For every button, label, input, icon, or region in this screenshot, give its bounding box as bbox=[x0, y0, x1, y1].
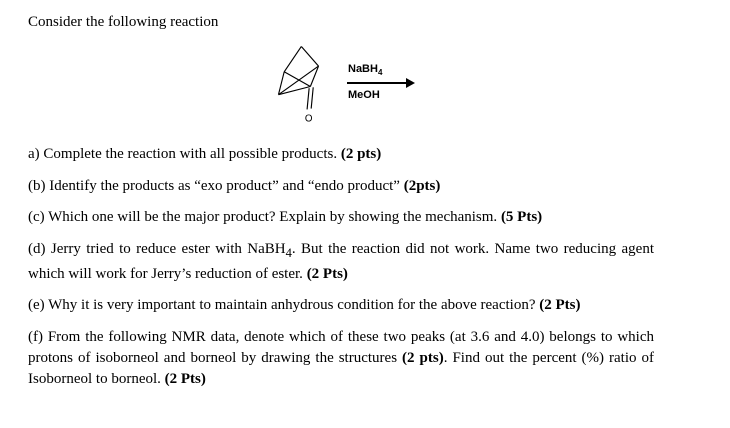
question-text-segment: (2 pts) bbox=[340, 146, 382, 162]
question-text-segment: (2 Pts) bbox=[164, 370, 206, 387]
question-text-segment: (b) Identify the products as “exo product” and “endo product” bbox=[28, 177, 404, 194]
question-f bbox=[28, 327, 654, 390]
reagent-label bbox=[348, 63, 382, 77]
question-text-segment: . But the reaction did not work. Name two reducing agent which will work for Jerry’s reduction of ester. bbox=[28, 240, 654, 282]
question-d bbox=[28, 239, 654, 285]
norbornanone-structure bbox=[276, 44, 330, 129]
question-a bbox=[28, 144, 654, 165]
question-text-segment: (e) Why it is very important to maintain anhydrous condition for the above reaction? bbox=[28, 297, 540, 313]
intro-text: Consider the following reaction bbox=[28, 14, 219, 30]
question-text-segment: (2 Pts) bbox=[306, 265, 348, 282]
solvent-label: MeOH bbox=[348, 89, 380, 101]
carbonyl-oxygen-label: O bbox=[304, 113, 313, 125]
question-text-segment: (2pts) bbox=[403, 177, 441, 194]
reaction-arrow-icon bbox=[347, 82, 407, 84]
reagent-text: NaBH bbox=[348, 63, 378, 75]
questions bbox=[28, 144, 654, 390]
question-text-segment: (2 Pts) bbox=[539, 297, 581, 313]
question-c bbox=[28, 207, 654, 228]
question-text-segment: (2 pts) bbox=[402, 349, 444, 366]
question-text-segment: a) Complete the reaction with all possible products. bbox=[28, 146, 341, 162]
question-e bbox=[28, 295, 654, 316]
structure-bonds bbox=[278, 46, 318, 109]
question-text-segment: 4 bbox=[285, 245, 292, 260]
question-text-segment: (d) Jerry tried to reduce ester with NaBH bbox=[28, 240, 286, 257]
question-text-segment: (f) From the following NMR data, denote which of these two peaks (at 3.6 and 4.0) belongs to which protons of isoborneol and borneol by drawing the structures bbox=[28, 328, 654, 366]
question-text-segment: (5 Pts) bbox=[500, 209, 543, 225]
question-text-segment: . Find out the percent (%) ratio of Isoborneol to borneol. bbox=[28, 349, 655, 387]
reaction-scheme bbox=[28, 42, 654, 144]
question-b bbox=[28, 176, 654, 197]
document-content bbox=[28, 12, 654, 400]
question-text-segment: (c) Which one will be the major product? Explain by showing the mechanism. bbox=[28, 209, 501, 225]
reagent-subscript: 4 bbox=[377, 68, 383, 78]
